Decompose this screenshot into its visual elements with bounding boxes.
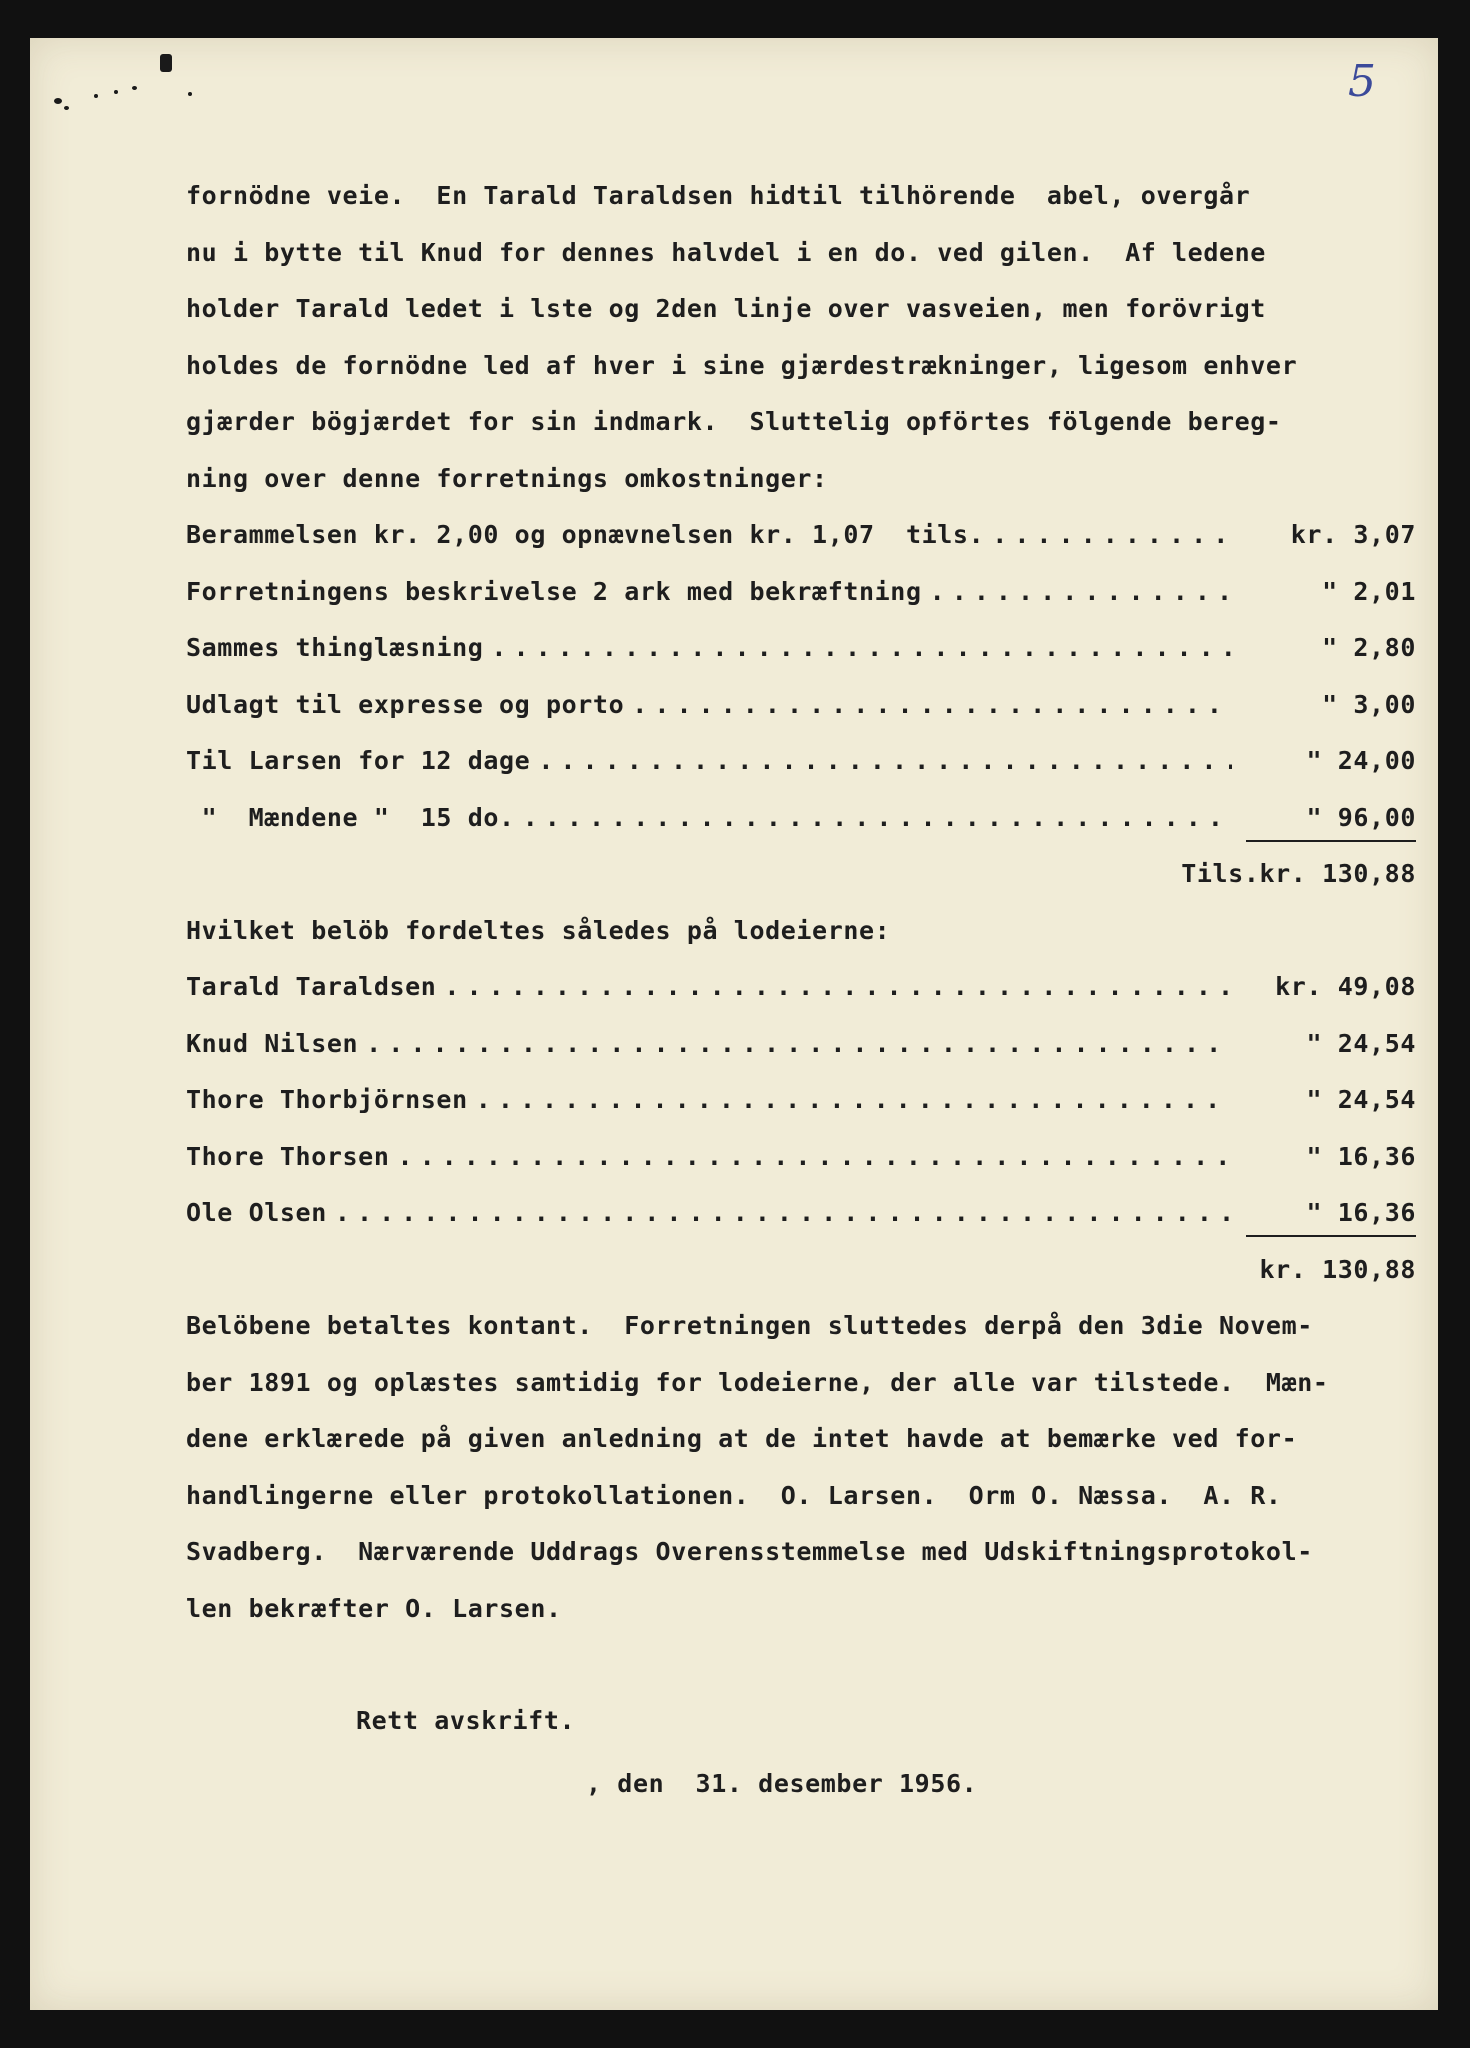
distribution-heading: Hvilket belöb fordeltes således på lodeierne: [186,915,891,945]
document-page [30,38,1438,2010]
owner-name: Thore Thorbjörnsen [186,1085,468,1114]
dot-leader [366,1016,1232,1073]
text-line: fornödne veie. En Tarald Taraldsen hidtil tilhörende abel, overgår [186,181,1251,210]
text-line: nu i bytte til Knud for dennes halvdel i en do. ved gilen. Af ledene [186,237,1266,267]
distribution-row [186,959,1416,1016]
text-line: Belöbene betaltes kontant. Forretningen sluttedes derpå den 3die Novem- [186,1311,1313,1340]
cost-row [186,790,1416,847]
cost-row [186,677,1416,734]
certification-line: Rett avskrift. [356,1706,576,1735]
dot-leader [538,733,1232,790]
dot-leader [930,564,1232,621]
text-line: dene erklærede på given anledning at de intet havde at bemærke ved for- [186,1424,1298,1453]
cost-row [186,733,1416,790]
cost-row [186,564,1416,621]
owner-amount: kr. 49,08 [1275,972,1416,1001]
distribution-row [186,1129,1416,1186]
dot-leader [397,1129,1232,1186]
cost-label: Berammelsen kr. 2,00 og opnævnelsen kr. 1,07 tils. [186,520,985,549]
text-line: gjærder bögjærdet for sin indmark. Sluttelig opförtes fölgende bereg- [186,407,1282,436]
cost-amount: " 2,80 [1322,633,1416,662]
dot-leader [335,1185,1232,1242]
distribution-total: kr. 130,88 [1259,1254,1416,1284]
cost-label: " Mændene " 15 do. [186,802,515,832]
owner-amount: " 24,54 [1306,1028,1416,1058]
cost-amount: " 96,00 [1246,796,1416,842]
costs-total: Tils.kr. 130,88 [1181,859,1416,888]
text-line: len bekræfter O. Larsen. [186,1593,562,1623]
cost-amount: " 3,00 [1322,689,1416,719]
owner-name: Ole Olsen [186,1198,327,1227]
document-body [186,168,1446,1812]
text-line: holder Tarald ledet i lste og 2den linje over vasveien, men forövrigt [186,294,1266,323]
text-line: handlingerne eller protokollationen. O. Larsen. Orm O. Næssa. A. R. [186,1480,1282,1510]
dot-leader [523,790,1232,847]
distribution-row [186,1016,1416,1073]
text-line: holdes de fornödne led af hver i sine gjærdestrækninger, ligesom enhver [186,350,1298,380]
cost-label: Til Larsen for 12 dage [186,746,531,775]
owner-amount: " 24,54 [1306,1085,1416,1114]
distribution-row [186,1185,1416,1242]
page-number: 5 [1348,56,1376,107]
text-line: ber 1891 og oplæstes samtidig for lodeierne, der alle var tilstede. Mæn- [186,1367,1329,1397]
cost-amount: " 24,00 [1306,746,1416,775]
cost-label: Sammes thinglæsning [186,633,484,662]
date-line: , den 31. desember 1956. [586,1768,978,1798]
dot-leader [444,959,1232,1016]
owner-name: Thore Thorsen [186,1141,390,1171]
cost-row [186,507,1416,564]
text-line: Svadberg. Nærværende Uddrags Overensstemmelse med Udskiftningsprotokol- [186,1537,1313,1566]
cost-label: Forretningens beskrivelse 2 ark med bekræftning [186,576,922,606]
dot-leader [491,620,1232,677]
cost-row [186,620,1416,677]
dot-leader [632,677,1232,734]
dot-leader [992,507,1232,564]
cost-amount: kr. 3,07 [1290,520,1416,549]
cost-amount: " 2,01 [1322,576,1416,606]
cost-label: Udlagt til expresse og porto [186,689,625,719]
dot-leader [476,1072,1232,1129]
owner-amount: " 16,36 [1306,1141,1416,1171]
text-line: ning over denne forretnings omkostninger: [186,463,828,493]
owner-name: Knud Nilsen [186,1028,359,1058]
owner-name: Tarald Taraldsen [186,972,437,1001]
distribution-row [186,1072,1416,1129]
owner-amount: " 16,36 [1246,1191,1416,1237]
